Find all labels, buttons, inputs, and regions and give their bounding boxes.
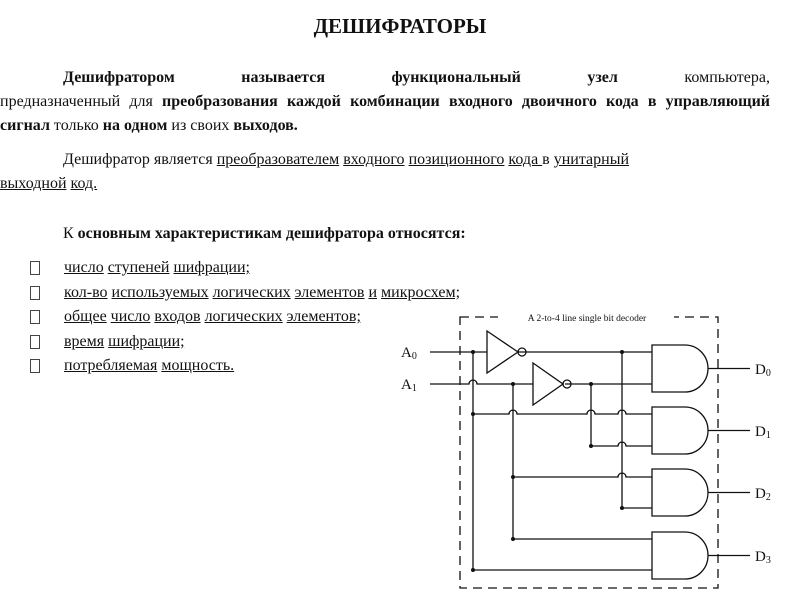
underlined-word: общее: [64, 308, 107, 326]
underlined-word: мощность.: [161, 357, 235, 375]
input-label-a0: A0: [401, 345, 417, 362]
diagram-title: A 2-to-4 line single bit decoder: [527, 314, 647, 324]
underlined-word: число: [64, 259, 104, 277]
underlined-word: элементов: [294, 283, 365, 301]
word: выходов.: [233, 117, 298, 134]
underlined-word: позиционного: [408, 151, 505, 168]
word: только: [53, 117, 99, 134]
text: Дешифратор является: [63, 151, 213, 168]
bold-phrase: основным характеристикам дешифратора относятся:: [77, 225, 466, 242]
underlined-word: шифрации;: [108, 332, 185, 350]
word: из своих: [171, 117, 230, 134]
word: Дешифратором: [63, 69, 175, 86]
underlined-word: кода: [508, 151, 543, 168]
word: узел: [587, 69, 618, 86]
underlined-word: время: [64, 332, 105, 350]
word: на одном: [102, 117, 168, 134]
underlined-word: логических: [204, 308, 283, 326]
word: называется: [241, 69, 325, 86]
underlined-word: шифрации;: [173, 259, 250, 277]
output-label-d1: D1: [755, 424, 771, 441]
underlined-word: входов: [154, 308, 201, 326]
text: в: [542, 151, 550, 168]
output-label-d0: D0: [755, 362, 771, 379]
underlined-word: элементов;: [286, 308, 361, 326]
and-gate-0: [652, 345, 750, 392]
underlined-word: выходной: [0, 175, 67, 192]
underlined-word: потребляемая: [64, 357, 158, 375]
underlined-word: ступеней: [107, 259, 170, 277]
word: компьютера,: [684, 69, 770, 86]
underlined-word: используемых: [111, 283, 209, 301]
output-label-d3: D3: [755, 549, 771, 566]
underlined-word: унитарный: [553, 151, 630, 168]
input-label-a1: A1: [401, 377, 417, 394]
and-gate-2: [652, 469, 750, 516]
underlined-word: кол-во: [64, 283, 108, 301]
bold-phrase: преобразования каждой комбинации входного двоичного кода в управляющий сигнал: [0, 93, 771, 134]
inverter-a1: [533, 363, 563, 405]
underlined-word: и: [368, 283, 378, 301]
text: К: [63, 225, 74, 242]
underlined-word: логических: [212, 283, 291, 301]
underlined-word: микросхем;: [381, 283, 461, 301]
underlined-word: число: [110, 308, 151, 326]
and-gate-3: [652, 532, 750, 579]
page-title: ДЕШИФРАТОРЫ: [313, 14, 487, 38]
output-label-d2: D2: [755, 486, 771, 503]
underlined-word: входного: [343, 151, 405, 168]
decoder-boundary: [460, 317, 718, 588]
underlined-word: код.: [70, 175, 98, 192]
underlined-word: преобразователем: [216, 151, 340, 168]
inverter-a0: [487, 331, 518, 373]
word: предназначенный для: [0, 93, 153, 110]
and-gate-1: [652, 407, 750, 454]
word: функциональный: [391, 69, 521, 86]
